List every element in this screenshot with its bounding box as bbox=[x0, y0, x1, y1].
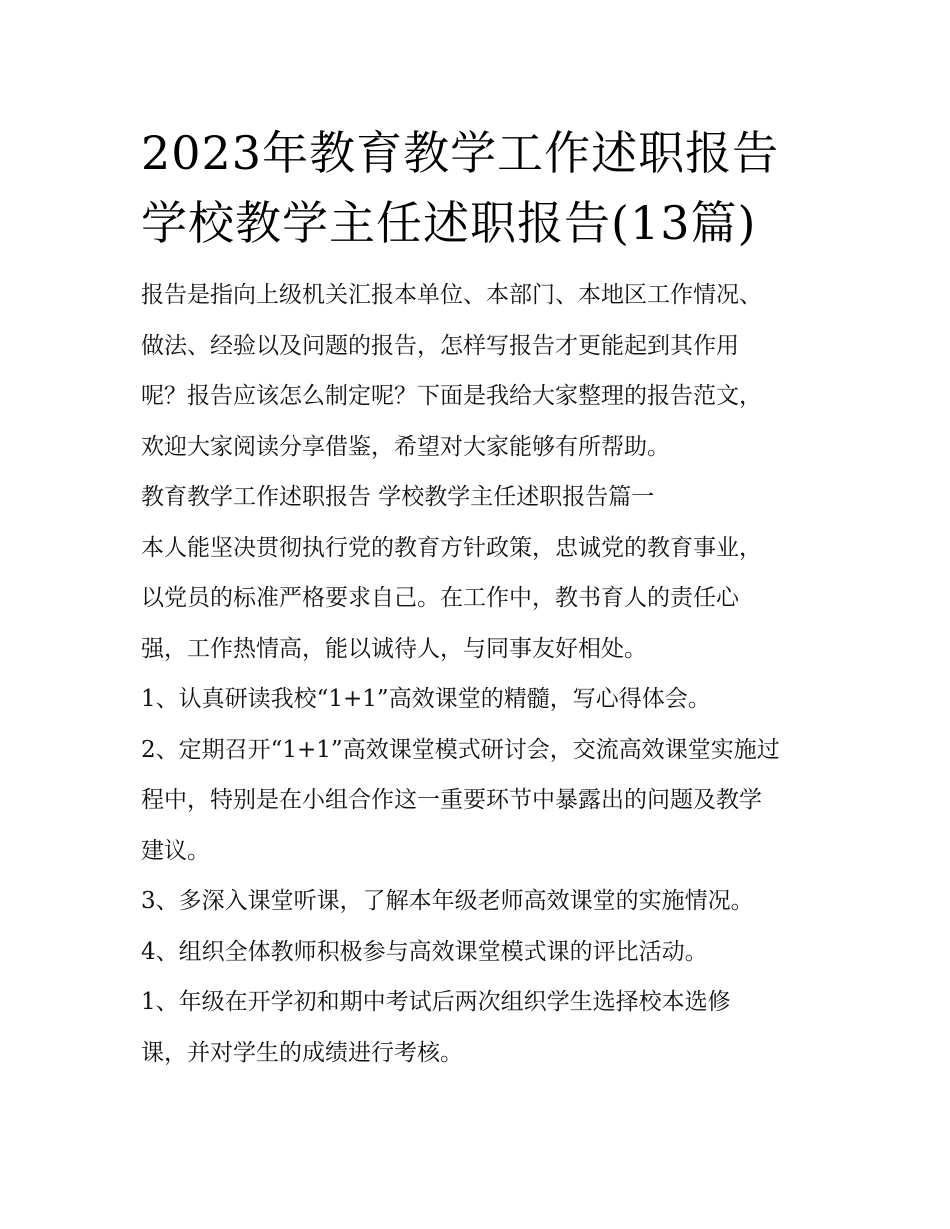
list-item-2-cont-b: 建议。 bbox=[141, 837, 210, 864]
list-item-5: 1、年级在开学初和期中考试后两次组织学生选择校本选修 bbox=[141, 989, 731, 1015]
title-line-2: 学校教学主任述职报告(13篇) bbox=[141, 196, 757, 250]
body-line-2: 做法、经验以及问题的报告，怎样写报告才更能起到其作用 bbox=[141, 332, 739, 359]
list-item-3: 3、多深入课堂听课，了解本年级老师高效课堂的实施情况。 bbox=[141, 888, 754, 914]
document-content bbox=[141, 118, 821, 1078]
body-line-8: 强，工作热情高，能以诚待人，与同事友好相处。 bbox=[141, 635, 647, 662]
body-line-3: 呢？报告应该怎么制定呢？下面是我给大家整理的报告范文， bbox=[141, 383, 762, 409]
title-line-1: 2023年教育教学工作述职报告 bbox=[141, 126, 780, 180]
body-line-6: 本人能坚决贯彻执行党的教育方针政策，忠诚党的教育事业， bbox=[141, 534, 762, 561]
document-title bbox=[141, 118, 821, 258]
list-item-1: 1、认真研读我校“1+1”高效课堂的精髓，写心得体会。 bbox=[141, 686, 711, 712]
list-item-4: 4、组织全体教师积极参与高效课堂模式课的评比活动。 bbox=[141, 938, 708, 965]
body-line-7: 以党员的标准严格要求自己。在工作中，教书育人的责任心 bbox=[141, 585, 739, 611]
list-item-5-cont: 课，并对学生的成绩进行考核。 bbox=[141, 1039, 463, 1066]
section-heading: 教育教学工作述职报告 学校教学主任述职报告篇一 bbox=[141, 484, 655, 510]
list-item-2-cont-a: 程中，特别是在小组合作这一重要环节中暴露出的问题及教学 bbox=[141, 787, 762, 813]
body-line-4: 欢迎大家阅读分享借鉴，希望对大家能够有所帮助。 bbox=[141, 433, 670, 460]
list-item-2: 2、定期召开“1+1”高效课堂模式研讨会，交流高效课堂实施过 bbox=[141, 736, 780, 763]
document-body bbox=[141, 270, 821, 1078]
body-line-1: 报告是指向上级机关汇报本单位、本部门、本地区工作情况、 bbox=[141, 282, 762, 308]
